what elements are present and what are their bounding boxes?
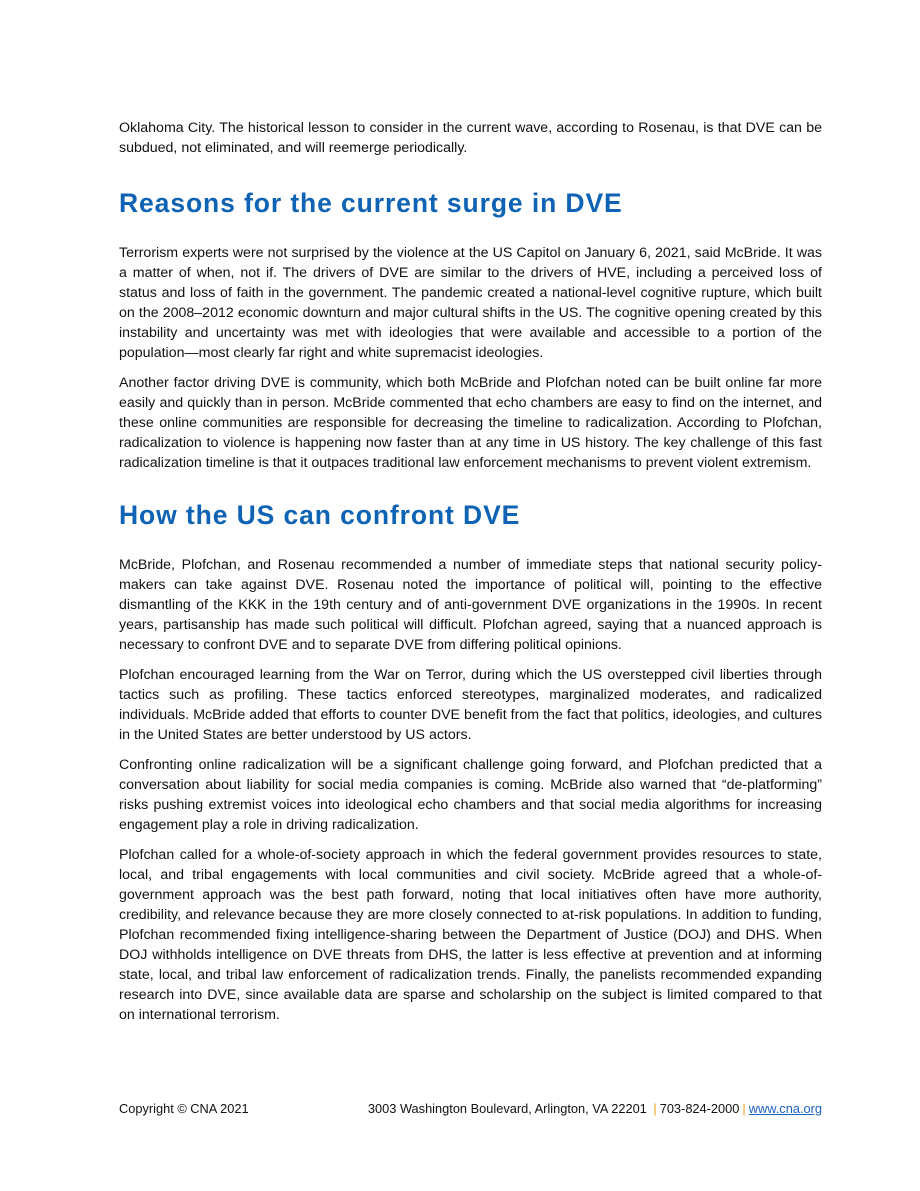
footer-separator: | xyxy=(653,1101,657,1116)
footer-phone: 703-824-2000 xyxy=(659,1101,740,1116)
paragraph: Confronting online radicalization will be a significant challenge going forward, and Plofchan predicted that a conversation about liability for social media companies is coming. McBride also warned that “de-platforming” risks pushing extremist voices into ideological echo chambers and that social media algorithms for increasing engagement play a role in driving radicalization. xyxy=(119,757,822,833)
intro-paragraph: Oklahoma City. The historical lesson to consider in the current wave, according to Rosenau, is that DVE can be subdued, not eliminated, and will reemerge periodically. xyxy=(119,120,822,156)
section-heading-confront: How the US can confront DVE xyxy=(119,500,521,530)
document-body xyxy=(119,118,822,1035)
footer-address: 3003 Washington Boulevard, Arlington, VA 22201 xyxy=(367,1101,647,1116)
footer-website-link[interactable]: www.cna.org xyxy=(748,1101,822,1116)
paragraph: McBride, Plofchan, and Rosenau recommended a number of immediate steps that national security policy-makers can take against DVE. Rosenau noted the importance of political will, pointing to the effective dismantling of the KKK in the 19th century and of anti-government DVE organizations in the 1990s. In recent years, partisanship has made such political will difficult. Plofchan agreed, saying that a nuanced approach is necessary to confront DVE and to separate DVE from differing political opinions. xyxy=(119,557,822,653)
paragraph: Terrorism experts were not surprised by the violence at the US Capitol on January 6, 2021, said McBride. It was a matter of when, not if. The drivers of DVE are similar to the drivers of HVE, including a perceived loss of status and loss of faith in the government. The pandemic created a national-level cognitive rupture, which built on the 2008–2012 economic downturn and major cultural shifts in the US. The cognitive opening created by this instability and uncertainty was met with ideologies that were available and accessible to a portion of the population—most clearly far right and white supremacist ideologies. xyxy=(119,245,822,361)
section-heading-reasons: Reasons for the current surge in DVE xyxy=(119,188,623,218)
paragraph: Another factor driving DVE is community, which both McBride and Plofchan noted can be built online far more easily and quickly than in person. McBride commented that echo chambers are easy to find on the internet, and these online communities are responsible for decreasing the timeline to radicalization. According to Plofchan, radicalization to violence is happening now faster than at any time in US history. The key challenge of this fast radicalization timeline is that it outpaces traditional law enforcement mechanisms to prevent violent extremism. xyxy=(119,375,822,471)
footer-copyright: Copyright © CNA 2021 xyxy=(119,1101,249,1116)
footer-contact xyxy=(368,1101,822,1117)
footer-separator: | xyxy=(742,1101,746,1116)
paragraph: Plofchan called for a whole-of-society approach in which the federal government provides resources to state, local, and tribal engagements with local communities and civil society. McBride agreed that a whole-of-government approach was the best path forward, noting that local initiatives often have more authority, credibility, and relevance because they are more closely connected to at-risk populations. In addition to funding, Plofchan recommended fixing intelligence-sharing between the Department of Justice (DOJ) and DHS. When DOJ withholds intelligence on DVE threats from DHS, the latter is less effective at prevention and at informing state, local, and tribal law enforcement of radicalization trends. Finally, the panelists recommended expanding research into DVE, since available data are sparse and scholarship on the subject is limited compared to that on international terrorism. xyxy=(119,847,822,1023)
paragraph: Plofchan encouraged learning from the War on Terror, during which the US overstepped civil liberties through tactics such as profiling. These tactics enforced stereotypes, marginalized moderates, and radicalized individuals. McBride added that efforts to counter DVE benefit from the fact that politics, ideologies, and cultures in the United States are better understood by US actors. xyxy=(119,667,822,743)
